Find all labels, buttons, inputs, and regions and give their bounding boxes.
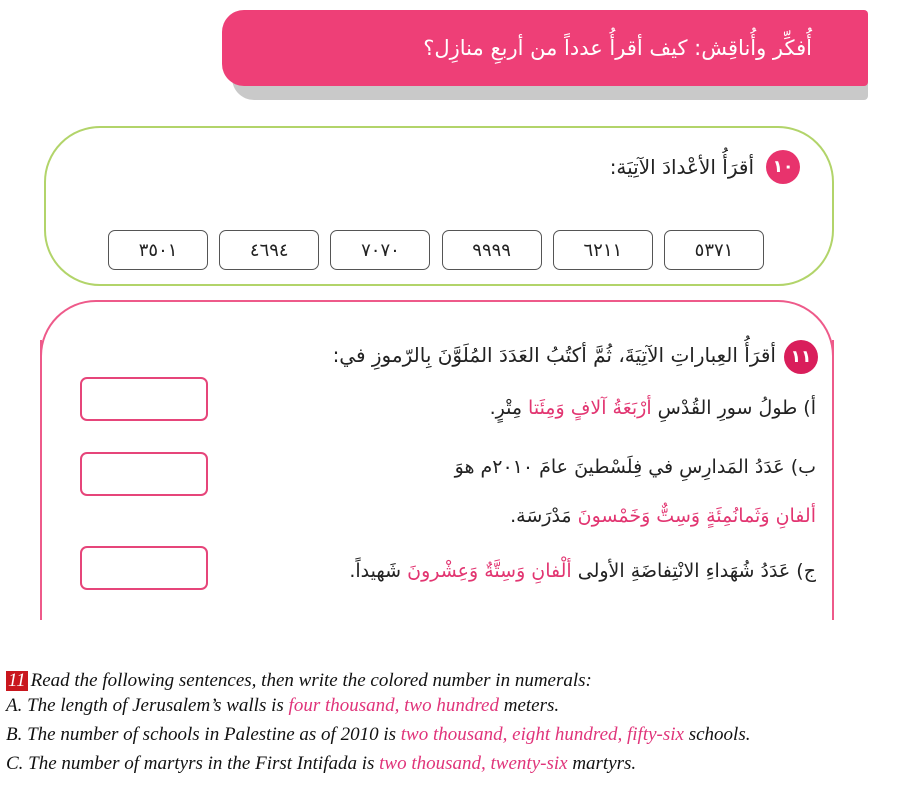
english-instruction-row xyxy=(6,668,896,693)
english-sentence-b xyxy=(6,722,896,747)
sentence-b-colored: ألفانِ وَثَمانُمِئَةٍ وَسِتٌّ وَخَمْسونَ xyxy=(577,505,816,527)
english-sentence-a xyxy=(6,693,896,718)
exercise-10-badge: ١٠ xyxy=(766,150,800,184)
sentence-b-suffix: مَدْرَسَة. xyxy=(510,505,578,527)
sentence-a-prefix: أ) طولُ سورِ القُدْسِ xyxy=(651,397,816,419)
english-c-prefix: C. The number of martyrs in the First Intifada is xyxy=(6,753,380,774)
english-a-colored: four thousand, two hundred xyxy=(288,695,499,716)
sentence-c xyxy=(349,560,816,582)
english-b-prefix: B. The number of schools in Palestine as of 2010 is xyxy=(6,724,401,745)
answer-box-c[interactable] xyxy=(80,546,208,590)
english-instruction: Read the following sentences, then write the colored number in numerals: xyxy=(30,670,592,691)
answer-box-a[interactable] xyxy=(80,377,208,421)
english-sentence-c xyxy=(6,751,896,776)
number-box: ٥٣٧١ xyxy=(664,230,764,270)
number-box: ٦٢١١ xyxy=(553,230,653,270)
sentence-a-suffix: مِتْرٍ. xyxy=(489,397,529,419)
english-a-suffix: meters. xyxy=(498,695,560,716)
number-row xyxy=(108,230,764,272)
sentence-b-line2 xyxy=(510,505,816,527)
sentence-b-line1: ب) عَدَدُ المَدارِسِ في فِلَسْطينَ عامَ ٢٠١٠م هوَ xyxy=(454,456,816,478)
english-number-tag: 11 xyxy=(8,670,26,691)
sentence-c-prefix: ج) عَدَدُ شُهَداءِ الانْتِفاضَةِ الأولى xyxy=(571,560,816,582)
exercise-11-badge: ١١ xyxy=(784,340,818,374)
english-translation xyxy=(6,668,896,776)
exercise-11-title: أقرَأُ العِباراتِ الآتِيَةَ، ثُمَّ أكتُبُ العَدَدَ المُلَوَّنَ بِالرّموزِ في: xyxy=(332,343,776,367)
english-b-suffix: schools. xyxy=(683,724,751,745)
answer-box-b[interactable] xyxy=(80,452,208,496)
sentence-a xyxy=(490,397,816,419)
number-box: ٤٦٩٤ xyxy=(219,230,319,270)
english-a-prefix: A. The length of Jerusalem’s walls is xyxy=(6,695,289,716)
header-banner xyxy=(222,10,868,86)
english-b-colored: two thousand, eight hundred, fifty-six xyxy=(400,724,684,745)
number-box: ٣٥٠١ xyxy=(108,230,208,270)
sentence-c-colored: ألْفانِ وَسِتَّةٌ وَعِشْرونَ xyxy=(407,560,572,582)
english-c-suffix: martyrs. xyxy=(567,753,637,774)
number-box: ٧٠٧٠ xyxy=(330,230,430,270)
banner-title: أُفكِّر وأُناقِش: كيف أقرأُ عدداً من أربعِ منازِل؟ xyxy=(423,36,812,60)
exercise-10-title: أقرَأُ الأعْدادَ الآتِيَة: xyxy=(609,155,754,179)
sentence-a-colored: أرْبَعَةُ آلافٍ وَمِئَتا xyxy=(528,397,652,419)
sentence-c-suffix: شَهيداً. xyxy=(349,560,408,582)
number-box: ٩٩٩٩ xyxy=(442,230,542,270)
english-c-colored: two thousand, twenty-six xyxy=(379,753,568,774)
